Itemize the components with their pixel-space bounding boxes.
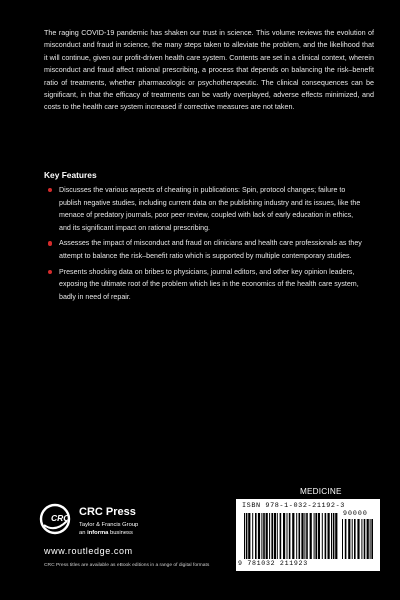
business-suffix: business <box>109 530 133 536</box>
feature-text: Discusses the various aspects of cheating in publications: Spin, protocol changes; failure to publish negative studies, including current data on the publishing industry and its issues, like the menace of predatory journals, poor peer review, coupled with lack of early education in ethics, and its significant impact on rational prescribing. <box>59 186 361 232</box>
feature-item <box>48 266 366 304</box>
bullet-icon <box>48 188 52 192</box>
subject-category: MEDICINE <box>300 487 342 496</box>
feature-text: Presents shocking data on bribes to physicians, journal editors, and other key opinion leaders, exposing the ultimate root of the problem which lies in the economics of the health care system, badly in need of repair. <box>59 267 359 301</box>
business-name: informa <box>87 530 109 536</box>
barcode-addon-number: 90000 <box>343 510 368 517</box>
barcode-addon-bars <box>342 519 374 559</box>
key-features-heading: Key Features <box>44 170 97 180</box>
ebook-availability-note: CRC Press titles are available as eBook editions in a range of digital formats <box>44 563 210 568</box>
cover-blurb: The raging COVID-19 pandemic has shaken our trust in science. This volume reviews the evolution of misconduct and fraud in science, the many steps taken to alleviate the problem, and the likelihood that it will continue, given our profit-driven health care system. Contents are set in a clinical context, wherein misconduct and fraud affect rational prescribing, a process that depends on balancing the risk–benefit ratio of treatments, whether pharmacologic or psychotherapeutic. The clinical consequences can be significant, in that the efficacy of treatments can be vastly overplayed, adverse effects minimized, and costs to the health care system increased if corrective measures are not taken. <box>44 28 374 112</box>
publisher-business-line <box>79 530 133 536</box>
barcode-bars <box>244 513 338 559</box>
isbn-number: ISBN 978-1-032-21192-3 <box>242 502 345 510</box>
publisher-name: CRC Press <box>79 506 136 518</box>
feature-item <box>48 237 366 262</box>
publisher-group: Taylor & Francis Group <box>79 522 139 528</box>
feature-text: Assesses the impact of misconduct and fraud on clinicians and health care professionals as they attempt to balance the risk–benefit ratio which is supported by multiple contemporary studies. <box>59 239 362 260</box>
bullet-icon <box>48 270 52 274</box>
isbn-barcode <box>236 499 380 571</box>
crc-press-logo <box>39 503 71 535</box>
key-features-list <box>48 184 366 306</box>
bullet-icon <box>48 241 52 245</box>
feature-item <box>48 184 366 234</box>
business-prefix: an <box>79 530 86 536</box>
crc-logo-text: CRC <box>51 513 70 523</box>
barcode-digits: 9 781032 211923 <box>238 560 308 567</box>
publisher-website[interactable]: www.routledge.com <box>44 546 133 556</box>
